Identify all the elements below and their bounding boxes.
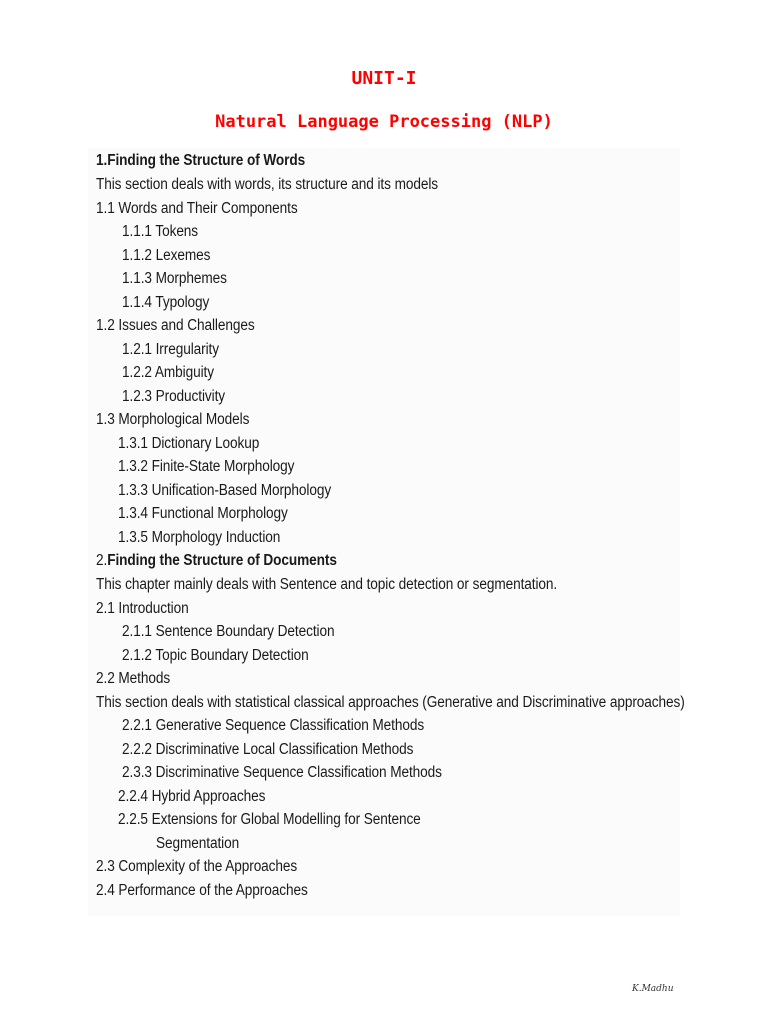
item-1-3-1: 1.3.1 Dictionary Lookup [118, 435, 260, 452]
item-1-2-1: 1.2.1 Irregularity [122, 341, 219, 358]
item-1-2-2: 1.2.2 Ambiguity [122, 364, 214, 381]
section-2-description: This chapter mainly deals with Sentence and topic detection or segmentation. [96, 576, 558, 593]
item-1-1-3: 1.1.3 Morphemes [122, 270, 227, 287]
author-signature: K.Madhu [632, 984, 674, 994]
section-1-heading: 1.Finding the Structure of Words [96, 152, 306, 169]
item-1-3-3: 1.3.3 Unification-Based Morphology [118, 482, 332, 499]
section-2-number: 2. [96, 552, 108, 569]
item-1-2-3: 1.2.3 Productivity [122, 388, 226, 405]
subject-title: Natural Language Processing (NLP) [215, 112, 553, 132]
item-2-2-2: 2.2.2 Discriminative Local Classification Methods [122, 741, 414, 758]
item-1-3-5: 1.3.5 Morphology Induction [118, 529, 281, 546]
section-2-heading [96, 552, 337, 570]
subsection-2-2: 2.2 Methods [96, 670, 171, 687]
subsection-1-3: 1.3 Morphological Models [96, 411, 250, 428]
subsection-2-1: 2.1 Introduction [96, 600, 189, 617]
item-2-2-5: 2.2.5 Extensions for Global Modelling for Sentence [118, 811, 421, 828]
item-2-2-4: 2.2.4 Hybrid Approaches [118, 788, 266, 805]
item-2-2-1: 2.2.1 Generative Sequence Classification Methods [122, 717, 425, 734]
section-2-title: Finding the Structure of Documents [107, 552, 337, 569]
subsection-2-2-description: This section deals with statistical classical approaches (Generative and Discriminative approaches) [96, 694, 685, 711]
item-2-1-1: 2.1.1 Sentence Boundary Detection [122, 623, 335, 640]
item-1-3-2: 1.3.2 Finite-State Morphology [118, 458, 295, 475]
item-1-1-2: 1.1.2 Lexemes [122, 247, 211, 264]
subsection-2-3: 2.3 Complexity of the Approaches [96, 858, 298, 875]
item-2-1-2: 2.1.2 Topic Boundary Detection [122, 647, 309, 664]
item-1-1-1: 1.1.1 Tokens [122, 223, 199, 240]
subsection-1-2: 1.2 Issues and Challenges [96, 317, 255, 334]
item-1-1-4: 1.1.4 Typology [122, 294, 210, 311]
outline-image-region [88, 148, 685, 916]
item-2-3-3: 2.3.3 Discriminative Sequence Classification Methods [122, 764, 442, 781]
subsection-2-4: 2.4 Performance of the Approaches [96, 882, 308, 899]
item-1-3-4: 1.3.4 Functional Morphology [118, 505, 288, 522]
section-1-description: This section deals with words, its structure and its models [96, 176, 439, 193]
item-2-2-5-continuation: Segmentation [156, 835, 240, 852]
unit-title: UNIT-I [351, 68, 417, 89]
subsection-1-1: 1.1 Words and Their Components [96, 200, 298, 217]
